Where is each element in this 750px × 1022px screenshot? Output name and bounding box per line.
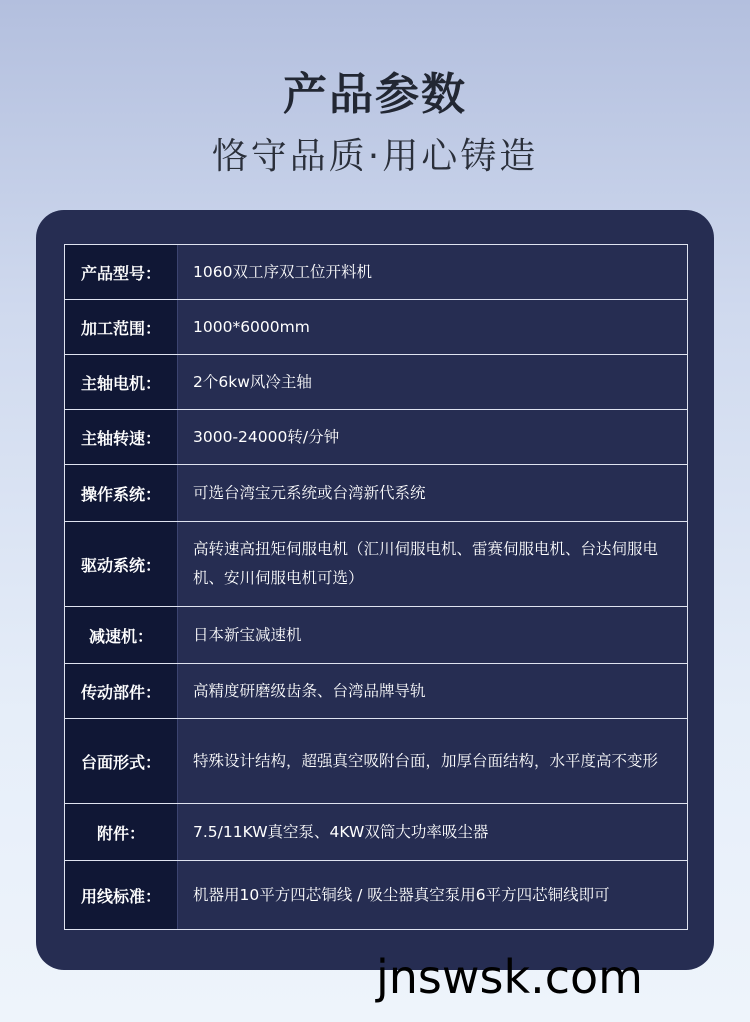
- spec-value: 可选台湾宝元系统或台湾新代系统: [193, 483, 426, 502]
- spec-label: 主轴电机：: [65, 355, 178, 409]
- spec-value: 1000*6000mm: [193, 317, 310, 336]
- spec-row-spindle-motor: [65, 355, 687, 410]
- spec-value: 7.5/11KW真空泵、4KW双筒大功率吸尘器: [193, 822, 489, 841]
- page-subtitle: 恪守品质·用心铸造: [211, 136, 539, 177]
- spec-value: 日本新宝减速机: [193, 625, 302, 644]
- spec-label: 加工范围：: [65, 300, 178, 354]
- spec-value: 1060双工序双工位开料机: [193, 262, 372, 281]
- spec-row-range: [65, 300, 687, 355]
- spec-row-wiring: [65, 861, 687, 929]
- spec-value: 高精度研磨级齿条、台湾品牌导轨: [193, 681, 426, 700]
- spec-row-os: [65, 465, 687, 522]
- page-title: 产品参数: [283, 69, 467, 120]
- spec-label: 台面形式：: [65, 719, 178, 803]
- spec-value: 2个6kw风冷主轴: [193, 372, 312, 391]
- spec-row-transmission: [65, 664, 687, 719]
- spec-row-model: [65, 245, 687, 300]
- spec-label: 操作系统：: [65, 465, 178, 521]
- spec-label: 传动部件：: [65, 664, 178, 718]
- spec-label: 附件：: [65, 804, 178, 860]
- spec-row-spindle-speed: [65, 410, 687, 465]
- spec-card: [36, 210, 714, 970]
- spec-row-table-type: [65, 719, 687, 804]
- spec-label: 主轴转速：: [65, 410, 178, 464]
- spec-label: 减速机：: [65, 607, 178, 663]
- spec-row-reducer: [65, 607, 687, 664]
- spec-value: 3000-24000转/分钟: [193, 427, 340, 446]
- spec-row-drive: [65, 522, 687, 607]
- spec-label: 产品型号：: [65, 245, 178, 299]
- spec-label: 驱动系统：: [65, 522, 178, 606]
- spec-label: 用线标准：: [65, 861, 178, 929]
- spec-value: 高转速高扭矩伺服电机（汇川伺服电机、雷赛伺服电机、台达伺服电机、安川伺服电机可选）: [193, 540, 659, 587]
- spec-table: [64, 244, 688, 930]
- watermark-text: jnswsk.com: [376, 950, 643, 1004]
- spec-value: 机器用10平方四芯铜线 / 吸尘器真空泵用6平方四芯铜线即可: [193, 885, 610, 904]
- spec-value: 特殊设计结构，超强真空吸附台面，加厚台面结构，水平度高不变形: [193, 751, 659, 770]
- spec-row-accessories: [65, 804, 687, 861]
